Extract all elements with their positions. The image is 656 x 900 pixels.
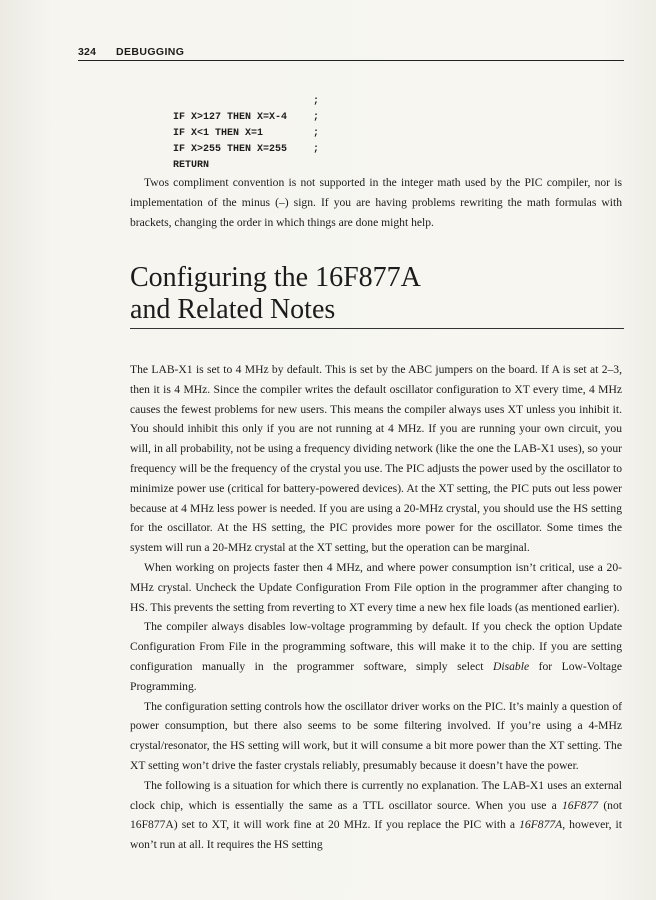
code-comment: ; [313,112,320,123]
intro-paragraph: Twos compliment convention is not supported in the integer math used by the PIC compiler, nor is implementation of the minus (–) sign. If you are having problems rewriting the math formulas with brackets, changing the order in which things are done might help. [130,176,622,229]
paragraph-oscillator-default: The LAB-X1 is set to 4 MHz by default. This is set by the ABC jumpers on the board. If A is set at 2–3, then it is 4 MHz. Since the compiler writes the default oscillator configuration to XT every time, 4 MHz causes the fewest problems for new users. This means the compiler always uses XT unless you inhibit it. You should inhibit this only if you are not running at 4 MHz. If you are running your own circuit, you will, in all probability, not be using a frequency dividing network (like the one the LAB-X1 uses), so your frequency will be the frequency of the crystal you use. The PIC adjusts the power used by the oscillator to minimize power use (critical for battery-powered devices). At the XT setting, the PIC puts out less power because at 4 MHz less power is needed. If you are using a 20-MHz crystal, you should use the HS setting for the oscillator. At the HS setting, the PIC provides more power for the oscillator. Some times the system will run a 20-MHz crystal at the XT setting, but the operation can be marginal. [130,363,622,555]
paragraph-low-voltage [130,617,622,696]
text-run: The following is a situation for which there is currently no explanation. The LAB-X1 uses an external clock chip, which is essentially the same as a TTL oscillator source. When you use a [130,778,622,812]
text-run: The compiler always disables low-voltage programming by default. If you check the option Update Configuration From File in the programming software, this will make it to the chip. If you are setting configuration manually in the programmer software, simply select [130,620,622,673]
page-header [78,46,624,61]
code-text: RETURN [173,160,210,171]
text-run: for Low-Voltage Programming. [130,659,622,693]
code-line [137,110,377,139]
paragraph-20mhz-crystal: When working on projects faster then 4 MHz, and where power consumption isn’t critical, use a 20-MHz crystal. Uncheck the Update Configuration From File option in the programmer after changing to HS. This prevents the setting from reverting to XT every time a new hex file loads (as mentioned earlier). [130,560,622,614]
code-line [137,94,377,123]
code-text: IF X>127 THEN X=X-4 [173,112,288,123]
text-run: , however, it won’t run at all. It requires the HS setting [130,818,622,852]
italic-chip-name: 16F877A [519,818,563,832]
section-body [130,360,622,855]
code-block [137,94,377,171]
code-text: IF X>255 THEN X=255 [173,144,288,155]
page-number: 324 [78,46,97,58]
italic-chip-name: 16F877 [562,798,599,812]
code-line [137,126,377,155]
code-line [137,142,377,171]
code-text: IF X<1 THEN X=1 [173,128,264,139]
section-heading [130,262,624,329]
code-comment: ; [313,96,320,107]
intro-text [130,173,622,232]
section-heading-line1: Configuring the 16F877A [130,262,421,293]
text-run: (not 16F877A) set to XT, it will work fine at 20 MHz. If you replace the PIC with a [130,798,622,832]
paragraph-unexplained-situation [130,776,622,855]
running-head: DEBUGGING [116,46,185,58]
section-heading-line2: and Related Notes [130,294,336,325]
code-comment: ; [313,144,320,155]
paragraph-configuration-setting: The configuration setting controls how the oscillator driver works on the PIC. It’s mainly a question of power consumption, but there also seems to be some filtering involved. If you’re using a 4-MHz crystal/resonator, the HS setting will work, but it will consume a bit more power than the XT setting. The XT setting won’t drive the faster crystals reliably, presumably because it doesn’t have the power. [130,699,622,772]
italic-term: Disable [493,659,530,673]
code-comment: ; [313,128,320,139]
